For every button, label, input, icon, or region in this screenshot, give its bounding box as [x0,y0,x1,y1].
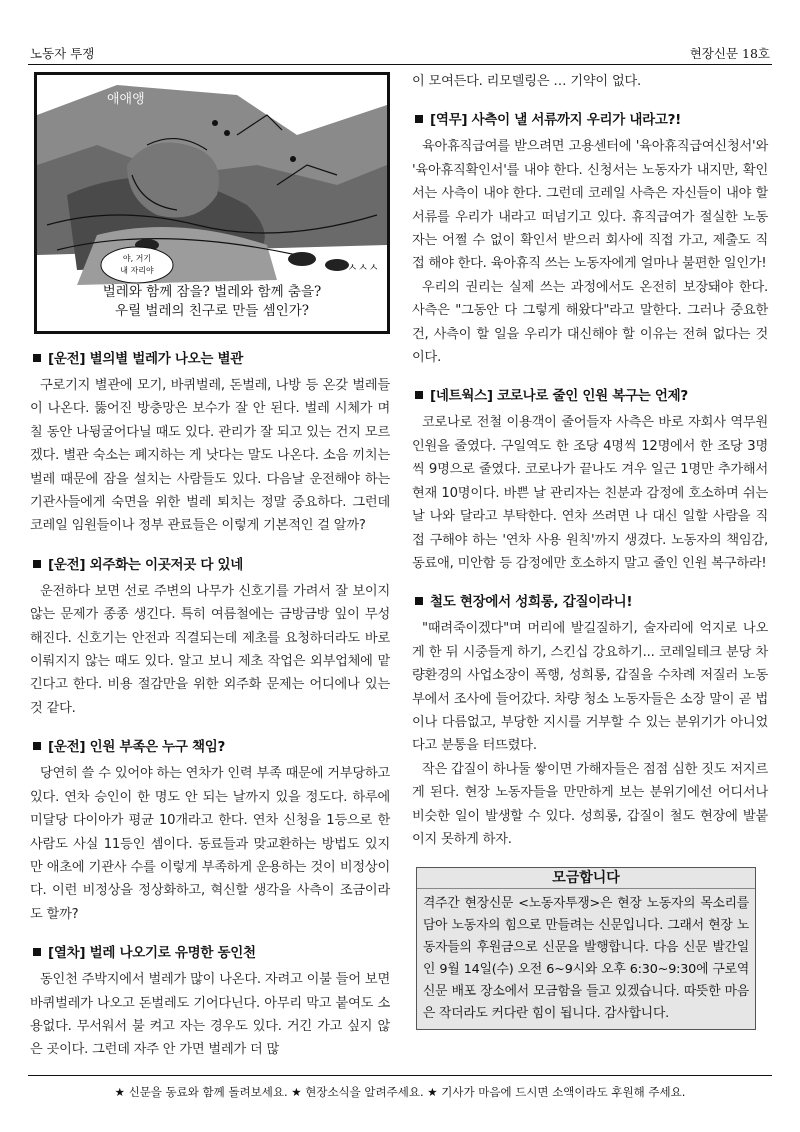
speech-bubble-line1: 야, 거기 [122,254,152,263]
article-title: [열차] 벌레 나오기로 유명한 동인천 [30,942,390,964]
article-dongincheon [30,942,390,1062]
article-paragraph: 작은 갑질이 하나둘 쌓이면 가해자들은 점점 심한 짓도 저지르게 된다. 현장 노동자들을 만만하게 보는 분위기에선 어디서나 비슷한 일이 발생할 수 있다. 성희롱, 갑질이 철도 현장에 발붙이지 못하게 하자. [412,761,768,847]
article-paragraph: 당연히 쓸 수 있어야 하는 연차가 인력 부족 때문에 거부당하고 있다. 연차 승인이 한 명도 안 되는 날까지 있을 정도다. 하루에 미달당 다이아가 평균 10개라고 한다. 연차 신청을 1등으로 한 사람도 사실 11등인 셈이다. 동료들과 맞교환하는 방법도 있지만 애초에 기관사 수를 이렇게 부족하게 운용하는 것이 비정상이다. 이런 비정상을 정상화하고, 혁신할 생각을 사측이 조금이라도 할까? [30,766,390,922]
caption-line2: 우릴 벌레의 친구로 만들 셈인가? [115,303,309,319]
square-bullet-icon [415,115,423,123]
cartoon-caption [37,283,387,321]
article-bugs-annex [30,348,390,538]
square-bullet-icon [415,597,423,605]
footer-notice: ★ 신문을 동료와 함께 돌려보세요. ★ 현장소식을 알려주세요. ★ 기사가 마음에 드시면 소액이라도 후원해 주세요. [114,1085,686,1099]
left-column [30,70,390,1062]
article-paragraph: 우리의 권리는 실제 쓰는 과정에서도 온전히 보장돼야 한다. 사측은 "그동안 다 그렇게 해왔다"라고 말한다. 그러나 중요한 건, 사측이 할 일을 우리가 대신해야 할 이유는 전혀 없다는 것이다. [412,279,768,366]
square-bullet-icon [415,391,423,399]
article-title: [운전] 외주화는 이곳저곳 다 있네 [30,554,390,576]
donation-box-title: 모금합니다 [417,868,755,889]
article-title: [역무] 사측이 낼 서류까지 우리가 내라고?! [412,109,768,131]
donation-box [416,867,756,1030]
donation-box-text: 격주간 현장신문 <노동자투쟁>은 현장 노동자의 목소리를 담아 노동자의 힘으로 만들려는 신문입니다. 그래서 현장 노동자들의 후원금으로 신문을 발행합니다. 다음 신문 발간일인 9월 14일(수) 오전 6~9시와 오후 6:30~9:30에 구로역 신문 배포 장소에서 모금함을 들고 있겠습니다. 따뜻한 마음은 작더라도 커다란 힘이 됩니다. 감사합니다. [423,896,749,1022]
article-continuation: 이 모여든다. 리모델링은 … 기약이 없다. [412,74,642,89]
right-column [412,70,768,1030]
article-paragraph: 코로나로 전철 이용객이 줄어들자 사측은 바로 자회사 역무원 인원을 줄였다. 구일역도 한 조당 4명씩 12명에서 한 조당 3명씩 9명으로 줄였다. 코로나가 끝나도 겨우 일근 1명만 추가해서 현재 10명이다. 바쁜 날 관리자는 친분과 감정에 호소하며 쉬는 날 나와 달라고 부탁한다. 연차 쓰려면 나 대신 일할 사람을 직접 구해야 하는 '연차 사용 원칙'까지 생겼다. 노동자의 책임감, 동료애, 미안함 등 감정에만 호소하지 말고 줄인 인원 복구하라! [412,415,768,571]
article-childcare-documents [412,109,768,369]
caption-line1: 벌레와 함께 잠을? 벌레와 함께 춤을? [102,284,322,300]
article-staff-shortage [30,736,390,926]
cartoon-sfx-top: 애애앵 [107,92,145,107]
article-covid-staffing [412,385,768,575]
article-title: [운전] 별의별 벌레가 나오는 별관 [30,348,390,370]
footer-divider [28,1075,772,1076]
newspaper-name: 노동자 투쟁 [30,46,95,61]
square-bullet-icon [33,354,41,362]
square-bullet-icon [33,742,41,750]
cartoon-sfx-bottom: ㅅㅅㅅ [347,261,379,274]
article-paragraph: 육아휴직급여를 받으려면 고용센터에 '육아휴직급여신청서'와 '육아휴직확인서'를 내야 한다. 신청서는 노동자가 내지만, 확인서는 사측이 내야 한다. 그런데 코레일 사측은 자신들이 내야 할 서류를 우리가 내라고 떠넘기고 있다. 휴직급여가 절실한 노동자는 어쩔 수 없이 확인서 받으러 회사에 직접 가고, 제출도 직접 해야 한다. 육아휴직 쓰는 노동자에게 얼마나 불편한 일인가! [412,139,768,272]
article-paragraph: "때려죽이겠다"며 머리에 발길질하기, 술자리에 억지로 나오게 한 뒤 시중들게 하기, 스킨십 강요하기... 코레일테크 분당 차량환경의 사업소장이 폭행, 성희롱, 갑질을 수차례 저질러 노동부에서 조사에 들어갔다. 차량 청소 노동자들은 소장 말이 곧 법이나 다름없고, 부당한 지시를 거부할 수 있는 분위기가 아니었다고 분통을 터뜨렸다. [412,621,768,754]
header-divider [28,64,772,65]
speech-bubble-line2: 내 자리야 [120,266,154,275]
article-paragraph: 운전하다 보면 선로 주변의 나무가 신호기를 가려서 잘 보이지 않는 문제가 종종 생긴다. 특히 여름철에는 금방금방 잎이 무성해진다. 신호기는 안전과 직결되는데 제초를 요청하더라도 바로 이뤄지지 않는 때도 있다. 알고 보니 제초 작업은 외부업체에 맡긴다고 한다. 비용 절감만을 위한 외주화 문제는 어디에나 있는 것 같다. [30,583,390,716]
article-outsourcing [30,554,390,720]
issue-number: 현장신문 18호 [689,46,770,61]
cartoon-illustration [34,72,390,334]
article-harassment [412,591,768,851]
article-paragraph: 구로기지 별관에 모기, 바퀴벌레, 돈벌레, 나방 등 온갖 벌레들이 나온다. 뚫어진 방충망은 보수가 잘 안 된다. 벌레 시체가 며칠 동안 나뒹굴어다닐 때도 있다. 관리가 잘 되고 있는 건지 모르겠다. 별관 숙소는 폐지하는 게 낫다는 말도 나온다. 소음 끼치는 벌레 때문에 잠을 설치는 사람들도 있다. 다음날 운전해야 하는 기관사들에게 숙면을 위한 벌레 퇴치는 정말 중요하다. 그런데 코레일 임원들이나 정부 관료들은 이렇게 기본적인 걸 알까? [30,378,390,534]
article-title: [네트웍스] 코로나로 줄인 인원 복구는 언제? [412,385,768,407]
square-bullet-icon [33,560,41,568]
article-title: 철도 현장에서 성희롱, 갑질이라니! [412,591,768,613]
square-bullet-icon [33,948,41,956]
article-title: [운전] 인원 부족은 누구 책임? [30,736,390,758]
article-paragraph: 동인천 주박지에서 벌레가 많이 나온다. 자려고 이불 들어 보면 바퀴벌레가 나오고 돈벌레도 기어다닌다. 아무리 막고 붙여도 소용없다. 무서워서 불 켜고 자는 경우도 있다. 거긴 가고 싶지 않은 곳이다. 그런데 자주 안 가면 벌레가 더 많 [30,972,390,1058]
